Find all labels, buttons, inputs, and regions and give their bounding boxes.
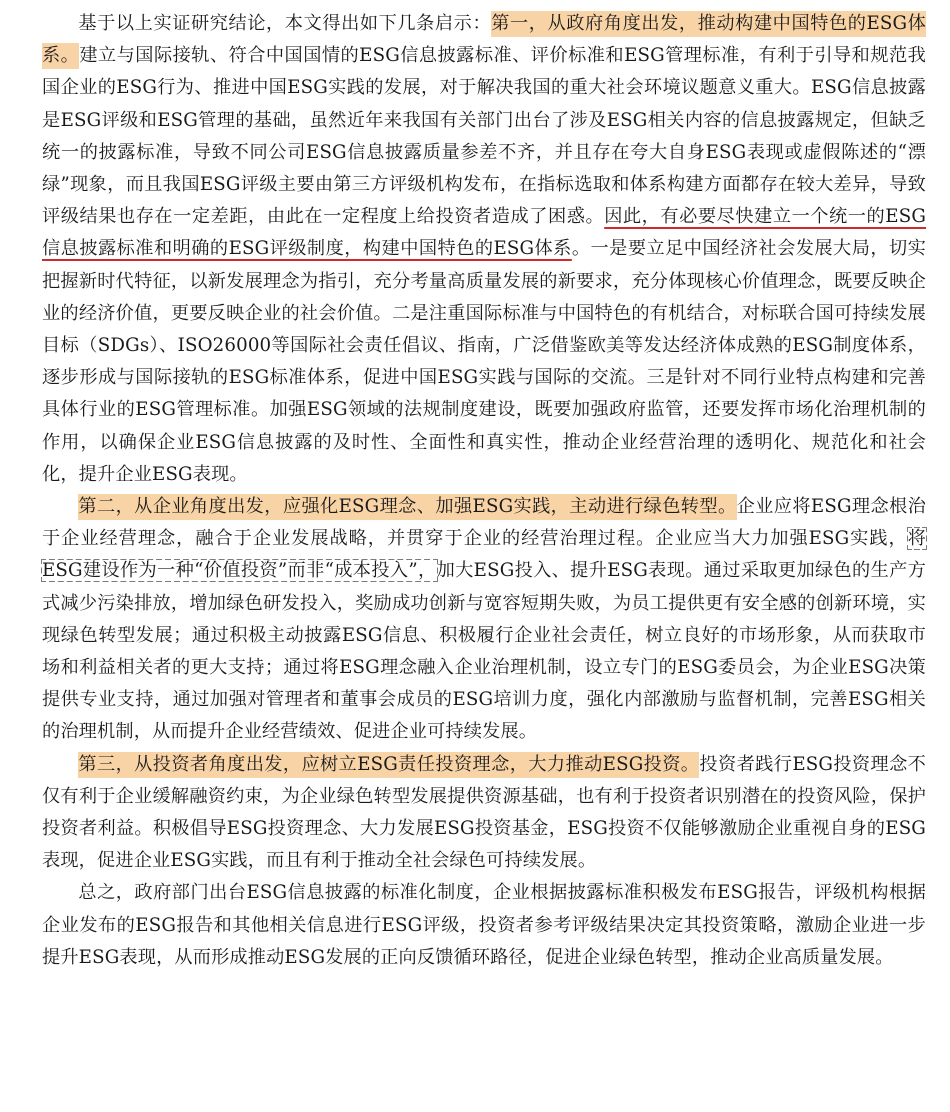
paragraph-1 — [42, 8, 926, 491]
para1-body: 建立与国际接轨、符合中国国情的ESG信息披露标准、评价标准和ESG管理标准，有利于引导和规范我国企业的ESG行为、推进中国ESG实践的发展，对于解决我国的重大社会环境议题意义重大。ESG信息披露是ESG评级和ESG管理的基础，虽然近年来我国有关部门出台了涉及ESG相关内容的信息披露规定，但缺乏统一的披露标准，导致不同公司ESG信息披露质量参差不齐，并且存在夸大自身ESG表现或虚假陈述的“漂绿”现象，而且我国ESG评级主要由第三方评级机构发布，在指标选取和体系构建方面都存在较大差异，导致评级结果也存在一定差距，由此在一定程度上给投资者造成了困惑。 — [42, 45, 926, 228]
para1-intro: 基于以上实证研究结论，本文得出如下几条启示： — [78, 13, 492, 34]
para2-body: 企业应将ESG理念根治于企业经营理念，融合于企业发展战略，并贯穿于企业的经营治理过程。企业应当大力加强ESG实践， — [42, 496, 926, 550]
red-underlined-sentence: 因此，有必要尽快建立一个统一的ESG信息披露标准和明确的ESG评级制度，构建中国特色的ESG体系 — [42, 206, 926, 260]
paragraph-3 — [42, 749, 926, 878]
highlight-point-one: 第一，从政府角度出发，推动构建中国特色的ESG体系。 — [42, 11, 926, 69]
highlight-point-three: 第三，从投资者角度出发，应树立ESG责任投资理念，大力推动ESG投资。 — [78, 752, 699, 778]
para1-continuation: 。一是要立足中国经济社会发展大局，切实把握新时代特征，以新发展理念为指引，充分考量高质量发展的新要求，充分体现核心价值理念，既要反映企业的经济价值，更要反映企业的社会价值。二是注重国际标准与中国特色的有机结合，对标联合国可持续发展目标（SDGs）、ISO26000等国际社会责任倡议、指南，广泛借鉴欧美等发达经济体成熟的ESG制度体系，逐步形成与国际接轨的ESG标准体系，促进中国ESG实践与国际的交流。三是针对不同行业特点构建和完善具体行业的ESG管理标准。加强ESG领域的法规制度建设，既要加强政府监管，还要发挥市场化治理机制的作用，以确保企业ESG信息披露的及时性、全面性和真实性，推动企业经营治理的透明化、规范化和社会化，提升企业ESG表现。 — [42, 238, 927, 485]
para3-body: 投资者践行ESG投资理念不仅有利于企业缓解融资约束，为企业绿色转型发展提供资源基础，也有利于投资者识别潜在的投资风险，保护投资者利益。积极倡导ESG投资理念、大力发展ESG投资基金，ESG投资不仅能够激励企业重视自身的ESG表现，促进企业ESG实践，而且有利于推动全社会绿色可持续发展。 — [42, 753, 927, 872]
para2-continuation: 加大ESG投入、提升ESG表现。通过采取更加绿色的生产方式减少污染排放，增加绿色研发投入，奖励成功创新与宽容短期失败，为员工提供更有安全感的创新环境，实现绿色转型发展；通过积极主动披露ESG信息、积极履行企业社会责任，树立良好的市场形象，从而获取市场和利益相关者的更大支持；通过将ESG理念融入企业治理机制，设立专门的ESG委员会，为企业ESG决策提供专业支持，通过加强对管理者和董事会成员的ESG培训力度，强化内部激励与监督机制，完善ESG相关的治理机制，从而提升企业经营绩效、促进企业可持续发展。 — [42, 560, 926, 743]
para4-conclusion: 总之，政府部门出台ESG信息披露的标准化制度，企业根据披露标准积极发布ESG报告，评级机构根据企业发布的ESG报告和其他相关信息进行ESG评级，投资者参考评级结果决定其投资策略，激励企业进一步提升ESG表现，从而形成推动ESG发展的正向反馈循环路径，促进企业绿色转型，推动企业高质量发展。 — [42, 882, 926, 968]
highlight-point-two: 第二，从企业角度出发，应强化ESG理念、加强ESG实践，主动进行绿色转型。 — [78, 494, 736, 520]
paragraph-2 — [42, 491, 926, 749]
dashed-box-phrase: 将ESG建设作为一种“价值投资”而非“成本投入”， — [42, 528, 926, 582]
paragraph-4 — [42, 877, 926, 974]
